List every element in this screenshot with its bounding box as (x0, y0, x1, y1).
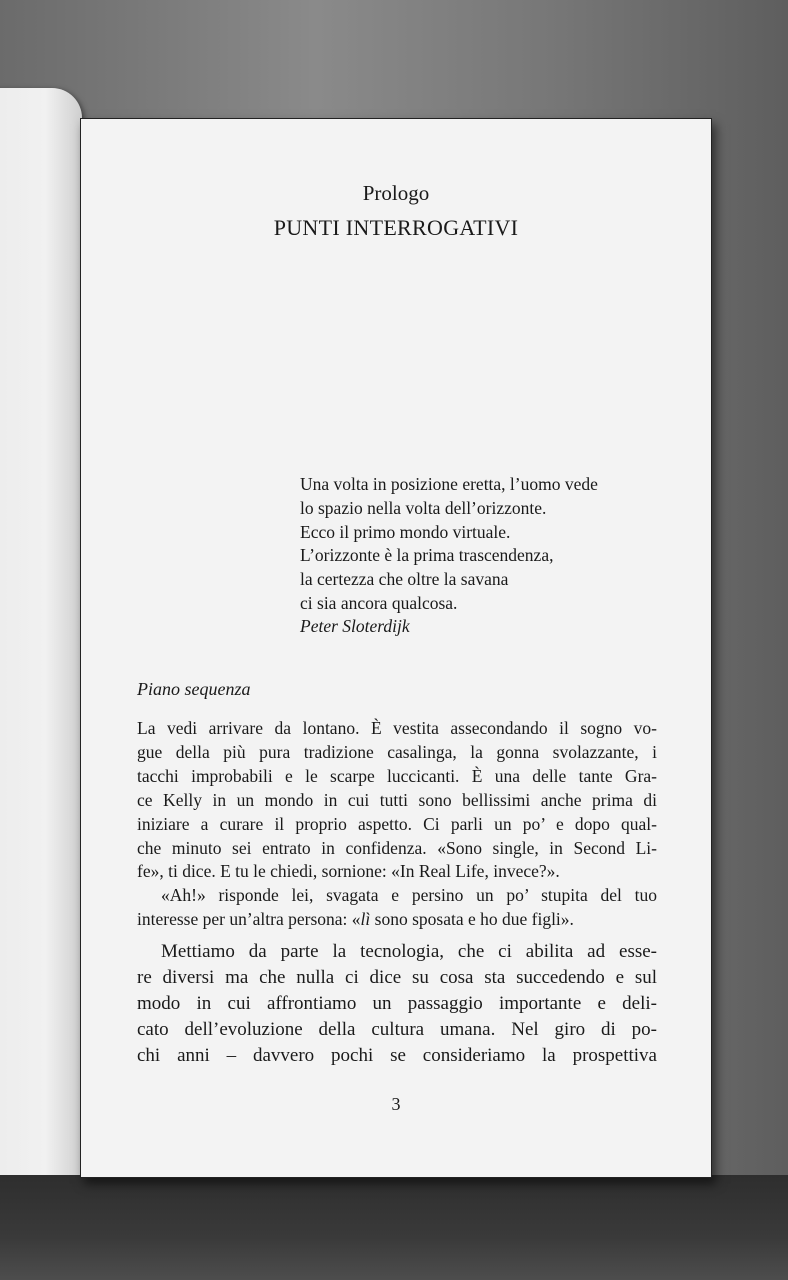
page-number: 3 (391, 1094, 401, 1114)
text-line: La vedi arrivare da lontano. È vestita assecondando il sogno vo- (137, 718, 657, 738)
text-line: gue della più pura tradizione casalinga, la gonna svolazzante, i (137, 741, 657, 762)
text-line: «Ah!» risponde lei, svagata e persino un po’ stupita del tuo (161, 885, 657, 906)
text-line: che minuto sei entrato in confidenza. «Sono single, in Second Li- (137, 837, 657, 858)
paragraph (137, 717, 657, 932)
text-run: sono sposata e ho due figli». (370, 909, 574, 930)
text-line: tacchi improbabili e le scarpe luccicanti. È una delle tante Gra- (137, 765, 657, 786)
text-line: re diversi ma che nulla ci dice su cosa sta succedendo e sul (137, 967, 657, 988)
text-line (137, 908, 657, 932)
text-run: interesse per un’altra persona: « (137, 909, 361, 930)
book-page (80, 118, 712, 1178)
epigraph-line: Una volta in posizione eretta, l’uomo vede (300, 474, 598, 494)
text-line: cato dell’evoluzione della cultura umana. Nel giro di po- (137, 1019, 657, 1040)
epigraph-line: lo spazio nella volta dell’orizzonte. (300, 497, 547, 518)
text-line: iniziare a curare il proprio aspetto. Ci parli un po’ e dopo qual- (137, 813, 657, 834)
epigraph-line: ci sia ancora qualcosa. (300, 592, 458, 613)
epigraph (300, 473, 680, 616)
epigraph-line: la certezza che oltre la savana (300, 569, 509, 590)
chapter-label: Prologo (362, 181, 430, 205)
chapter-title: PUNTI INTERROGATIVI (273, 215, 519, 240)
epigraph-author: Peter Sloterdijk (300, 616, 410, 636)
table-shadow (0, 1175, 788, 1280)
text-line: chi anni – davvero pochi se consideriamo la prospettiva (137, 1045, 657, 1066)
paragraph (137, 939, 657, 1069)
emphasis: lì (360, 909, 371, 930)
section-heading: Piano sequenza (137, 679, 251, 699)
epigraph-line: Ecco il primo mondo virtuale. (300, 521, 511, 542)
epigraph-line: L’orizzonte è la prima trascendenza, (300, 545, 554, 566)
text-line: fe», ti dice. E tu le chiedi, sornione: «In Real Life, invece?». (137, 861, 560, 882)
facing-page-edge (0, 88, 82, 1193)
text-line: Mettiamo da parte la tecnologia, che ci abilita ad esse- (161, 941, 657, 962)
text-line: ce Kelly in un mondo in cui tutti sono bellissimi anche prima di (137, 789, 657, 810)
text-line: modo in cui affrontiamo un passaggio importante e deli- (137, 993, 657, 1014)
